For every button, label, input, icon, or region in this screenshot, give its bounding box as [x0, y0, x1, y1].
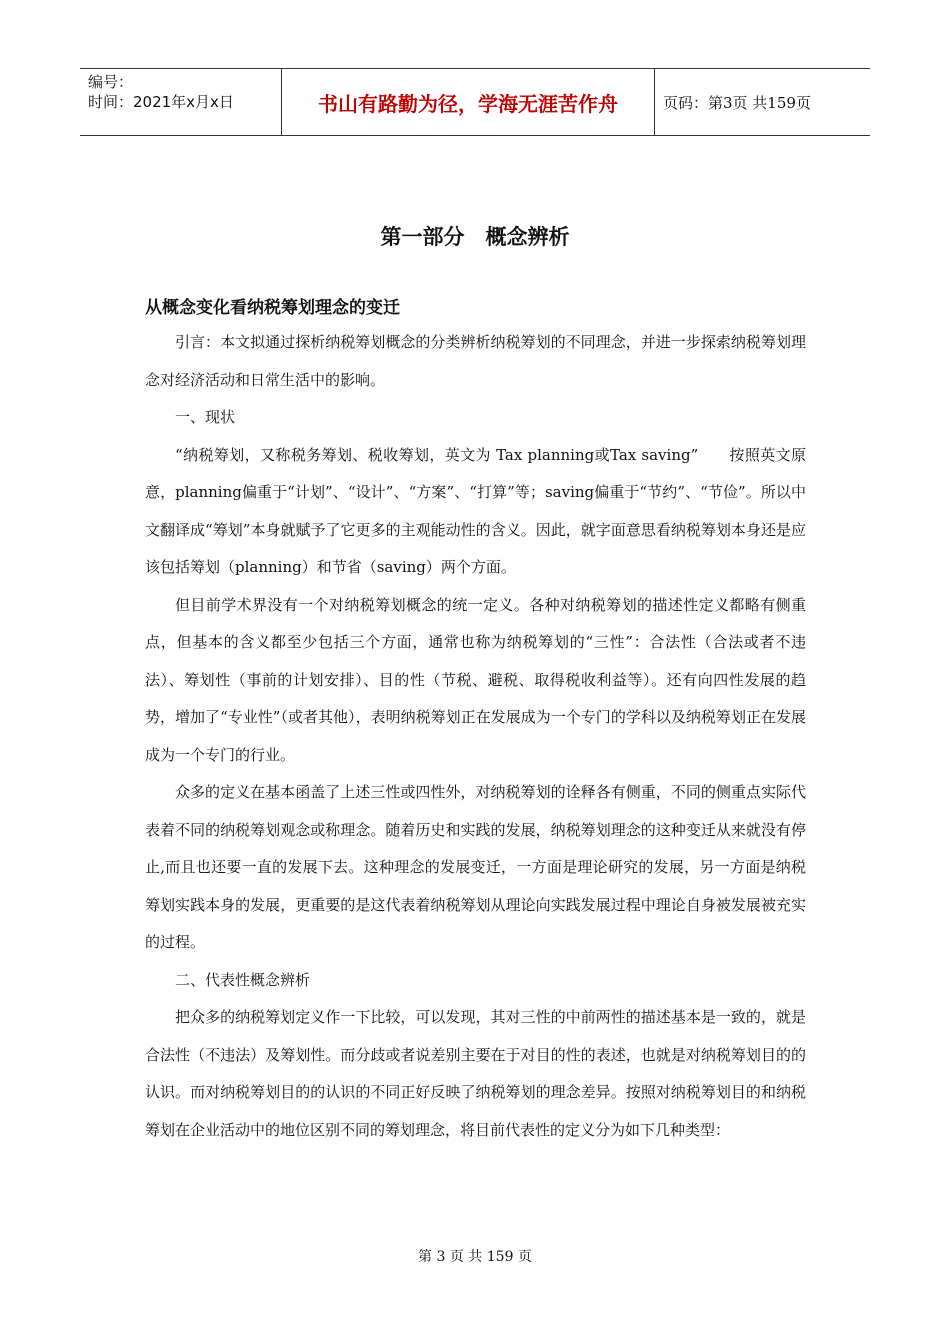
- paragraph-three-properties: 但目前学术界没有一个对纳税筹划概念的统一定义。各种对纳税筹划的描述性定义都略有侧重点，但基本的含义都至少包括三个方面，通常也称为纳税筹划的“三性”：合法性（合法或者不违法）、筹划性（事前的计划安排）、目的性（节税、避税、取得税收利益等）。还有向四性发展的趋势，增加了“专业性”（或者其他），表明纳税筹划正在发展成为一个专门的学科以及纳税筹划正在发展成为一个专门的行业。: [145, 595, 806, 764]
- page-title: 第一部分 概念辨析: [380, 225, 570, 249]
- page-footer: 第 3 页 共 159 页: [418, 1249, 532, 1265]
- header-meta: [88, 72, 234, 112]
- header-page-info: 页码：第3页 共159页: [663, 93, 811, 112]
- header-time-label: 时间：2021年x月x日: [88, 93, 234, 111]
- body-text: [145, 324, 806, 1149]
- heading-status: 一、现状: [175, 408, 236, 426]
- paragraph-definition: “纳税筹划，又称税务筹划、税收筹划，英文为 Tax planning或Tax saving” 按照英文原意，planning偏重于“计划”、“设计”、“方案”、“打算”等；saving偏重于“节约”、“节俭”。所以中文翻译成“筹划”本身就赋予了它更多的主观能动性的含义。因此，就字面意思看纳税筹划本身还是应该包括筹划（planning）和节省（saving）两个方面。: [145, 445, 806, 576]
- heading-representative-concepts: 二、代表性概念辨析: [175, 970, 311, 989]
- paragraph-comparison: 把众多的纳税筹划定义作一下比较，可以发现，其对三性的中前两性的描述基本是一致的，就是合法性（不违法）及筹划性。而分歧或者说差别主要在于对目的性的表述，也就是对纳税筹划目的的认识。而对纳税筹划目的的认识的不同正好反映了纳税筹划的理念差异。按照对纳税筹划目的和纳税筹划在企业活动中的地位区别不同的筹划理念，将目前代表性的定义分为如下几种类型：: [145, 1008, 806, 1139]
- paragraph-intro: 引言：本文拟通过探析纳税筹划概念的分类辨析纳税筹划的不同理念，并进一步探索纳税筹划理念对经济活动和日常生活中的影响。: [145, 333, 806, 389]
- paragraph-evolution: 众多的定义在基本函盖了上述三性或四性外，对纳税筹划的诠释各有侧重，不同的侧重点实际代表着不同的纳税筹划观念或称理念。随着历史和实践的发展，纳税筹划理念的这种变迁从来就没有停止,而且也还要一直的发展下去。这种理念的发展变迁，一方面是理论研究的发展，另一方面是纳税筹划实践本身的发展，更重要的是这代表着纳税筹划从理论向实践发展过程中理论自身被发展被充实的过程。: [145, 783, 806, 951]
- header-divider-right: [654, 68, 655, 136]
- section-subtitle: 从概念变化看纳税筹划理念的变迁: [145, 298, 400, 318]
- header-motto: 书山有路勤为径，学海无涯苦作舟: [318, 91, 618, 116]
- header-code-label: 编号：: [88, 73, 134, 91]
